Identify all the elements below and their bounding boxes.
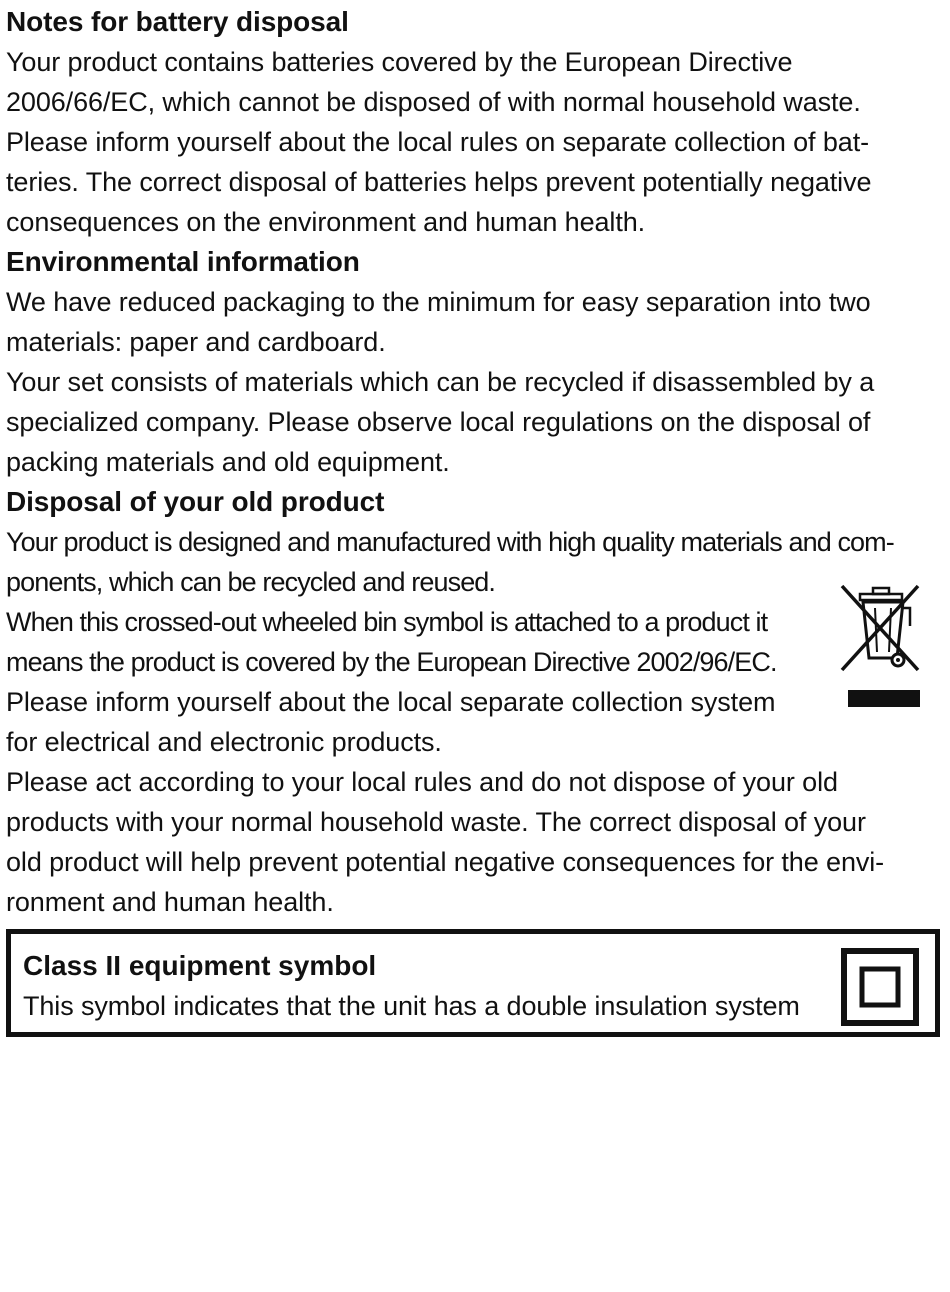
disposal-heading: Disposal of your old product	[6, 486, 385, 517]
environment-line: packing materials and old equipment.	[6, 447, 450, 477]
disposal-line: Please act according to your local rules and do not dispose of your old	[6, 767, 838, 797]
environment-heading: Environmental information	[6, 246, 360, 277]
disposal-line: ponents, which can be recycled and reused.	[6, 567, 496, 597]
battery-line: Please inform yourself about the local rules on separate collection of bat-	[6, 127, 869, 157]
battery-heading: Notes for battery disposal	[6, 6, 349, 37]
double-square-icon	[841, 948, 919, 1026]
environment-line: specialized company. Please observe local regulations on the disposal of	[6, 407, 871, 437]
battery-line: teries. The correct disposal of batteries helps prevent potentially negative	[6, 167, 872, 197]
disposal-line: old product will help prevent potential negative consequences for the envi-	[6, 847, 885, 877]
disposal-line: When this crossed-out wheeled bin symbol is attached to a product it	[6, 607, 768, 637]
class2-heading: Class II equipment symbol	[23, 950, 377, 981]
disposal-line: products with your normal household waste. The correct disposal of your	[6, 807, 866, 837]
battery-line: consequences on the environment and human health.	[6, 207, 646, 237]
crossed-out-wheeled-bin-icon	[834, 578, 924, 712]
disposal-line: means the product is covered by the European Directive 2002/96/EC.	[6, 647, 777, 677]
environment-line: We have reduced packaging to the minimum for easy separation into two	[6, 287, 871, 317]
environment-line: materials: paper and cardboard.	[6, 327, 386, 357]
disposal-line: Your product is designed and manufactured with high quality materials and com-	[6, 527, 894, 557]
disposal-line: ronment and human health.	[6, 887, 334, 917]
battery-line: Your product contains batteries covered by the European Directive	[6, 47, 793, 77]
class2-notice-box	[6, 929, 940, 1037]
class2-description: This symbol indicates that the unit has a double insulation system	[23, 991, 800, 1021]
environment-line: Your set consists of materials which can be recycled if disassembled by a	[6, 367, 875, 397]
disposal-line: for electrical and electronic products.	[6, 727, 442, 757]
battery-line: 2006/66/EC, which cannot be disposed of with normal household waste.	[6, 87, 861, 117]
document-page	[6, 2, 936, 922]
disposal-line: Please inform yourself about the local separate collection system	[6, 687, 776, 717]
